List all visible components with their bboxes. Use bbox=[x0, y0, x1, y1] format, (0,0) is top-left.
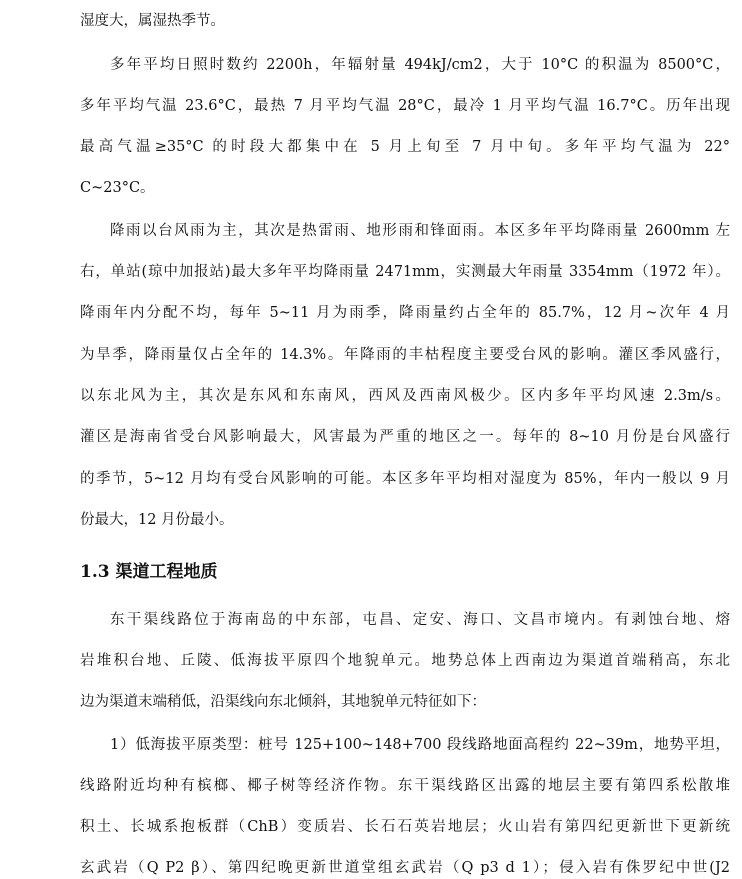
text-line: 的季节，5~12 月均有受台风影响的可能。本区多年平均相对湿度为 85%，年内一般以 9 月 bbox=[80, 471, 730, 487]
text-line: 最高气温≥35°C 的时段大都集中在 5 月上旬至 7 月中旬。多年平均气温为 22° bbox=[80, 139, 730, 155]
text-line: 右，单站(琼中加报站)最大多年平均降雨量 2471mm，实测最大年雨量 3354mm（1972 年）。 bbox=[80, 264, 730, 280]
text-line: 降雨以台风雨为主，其次是热雷雨、地形雨和锋面雨。本区多年平均降雨量 2600mm 左 bbox=[110, 223, 730, 239]
text-line: 线路附近均种有槟榔、椰子树等经济作物。东干渠线路区出露的地层主要有第四系松散堆 bbox=[80, 778, 730, 794]
text-line: 岩堆积台地、丘陵、低海拔平原四个地貌单元。地势总体上西南边为渠道首端稍高，东北 bbox=[80, 653, 730, 669]
section-heading: 1.3 渠道工程地质 bbox=[80, 562, 218, 582]
text-line: 份最大，12 月份最小。 bbox=[80, 512, 234, 528]
text-line: 边为渠道末端稍低，沿渠线向东北倾斜，其地貌单元特征如下： bbox=[80, 694, 486, 710]
text-line: 以东北风为主，其次是东风和东南风，西风及西南风极少。区内多年平均风速 2.3m/s。 bbox=[80, 388, 730, 404]
text-line: 积土、长城系抱板群（ChB）变质岩、长石石英岩地层；火山岩有第四纪更新世下更新统 bbox=[80, 819, 730, 835]
text-line: 湿度大，属湿热季节。 bbox=[80, 13, 225, 29]
text-line: 东干渠线路位于海南岛的中东部，屯昌、定安、海口、文昌市境内。有剥蚀台地、熔 bbox=[110, 612, 730, 628]
text-line: 多年平均日照时数约 2200h，年辐射量 494kJ/cm2，大于 10°C 的积温为 8500°C， bbox=[110, 57, 730, 73]
text-line: 1）低海拔平原类型：桩号 125+100~148+700 段线路地面高程约 22~39m，地势平坦， bbox=[110, 737, 730, 753]
text-line: 灌区是海南省受台风影响最大，风害最为严重的地区之一。每年的 8~10 月份是台风盛行 bbox=[80, 429, 730, 445]
text-line: 为旱季，降雨量仅占全年的 14.3%。年降雨的丰枯程度主要受台风的影响。灌区季风盛行， bbox=[80, 347, 730, 363]
text-line: C~23°C。 bbox=[80, 180, 155, 196]
text-line: 多年平均气温 23.6°C，最热 7 月平均气温 28°C，最冷 1 月平均气温 16.7°C。历年出现 bbox=[80, 98, 730, 114]
text-line: 玄武岩（Q P2 β）、第四纪晚更新世道堂组玄武岩（Q p3 d 1）；侵入岩有侏罗纪中世(J2 bbox=[80, 860, 730, 876]
text-line: 降雨年内分配不均，每年 5~11 月为雨季，降雨量约占全年的 85.7%，12 月~次年 4 月 bbox=[80, 305, 730, 321]
